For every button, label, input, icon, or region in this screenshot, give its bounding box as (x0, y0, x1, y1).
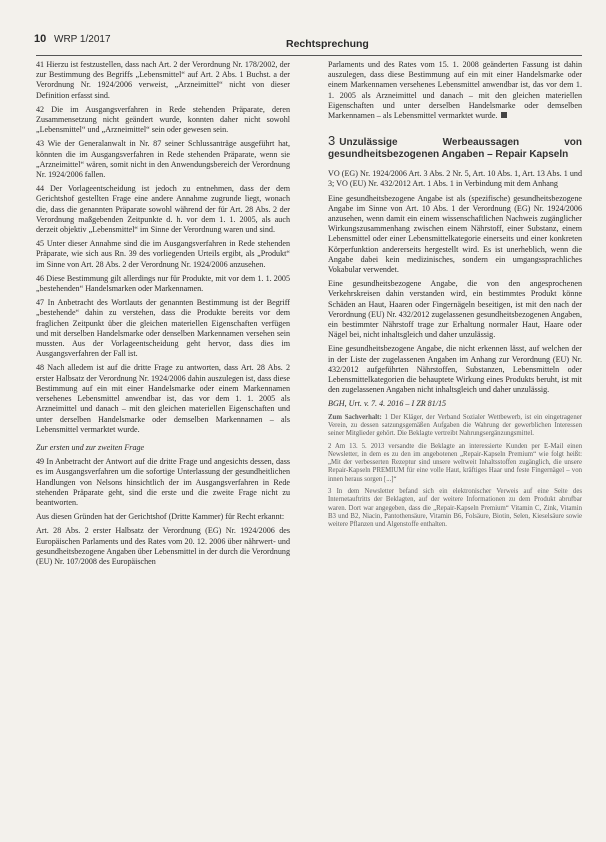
paragraph (36, 457, 290, 508)
paragraph-text: Parlaments und des Rates vom 15. 1. 2008 geänderten Fassung ist dahin auszulegen, dass diese Bestimmung auf ein mit einer Handelsmarke oder einem Markennamen versehenes Lebensmittel anwendbar ist, das vor dem 1. 1. 2005 als Arzneimittel und danach – mit den gleichen materiellen Eigenschaften und unter derselben Handelsmarke oder demselben Markennamen – als Lebensmittel vermarktet wurde. (328, 60, 582, 121)
paragraph-text: Eine gesundheitsbezogene Angabe, die nicht erkennen lässt, auf welchen der in der Liste der zugelassenen Angaben im Anhang zur Verordnung (EU) Nr. 432/2012 aufgeführten Nährstoffen, Substanzen, Lebensmitteln oder Lebensmittelkategorien die behauptete Wirkung eines Produkts beruht, ist mit den zugelassenen Angaben nicht inhaltsgleich und daher unzulässig. (328, 344, 582, 395)
subheading (36, 443, 290, 453)
paragraph (36, 274, 290, 294)
paragraph-text: 41 Hierzu ist festzustellen, dass nach Art. 2 der Verordnung Nr. 178/2002, der zur Bestimmung des Begriffs „Lebensmittel“ auf Art. 2 Abs. 1 Buchst. a der Verordnung Nr. 1924/2006 verweist, „Arzneimittel“ nicht von dieser Definition erfasst sind. (36, 60, 290, 100)
paragraph (36, 184, 290, 235)
paragraph-text: 3 In dem Newsletter befand sich ein elektronischer Verweis auf eine Seite des Internetauftritts der Beklagten, auf der weitere Informationen zu dem Produkt abrufbar waren. Dort war angegeben, dass die „Repair-Kapseln Premium“ Vitamin C, Zink, Vitamin B3 und B2, Niacin, Pantothensäure, Vitamin B6, Folsäure, Biotin, Selen, Kieselsäure sowie weitere Pflanzen und Algenstoffe enthalten. (328, 488, 582, 529)
case-note-paragraph (328, 488, 582, 529)
section-title: Rechtsprechung (286, 38, 369, 50)
paragraph (36, 105, 290, 136)
case-note-paragraph (328, 443, 582, 484)
paragraph (328, 194, 582, 276)
paragraph-text: 49 In Anbetracht der Antwort auf die dritte Frage und angesichts dessen, dass es im Ausgangsverfahren um die sofortige Unterlassung der gesundheitlichen Handlungen von Nelsons hinsichtlich der im Ausgangsverfahren in Rede stehenden Präparate geht, sind die erste und die zweite Frage nicht zu beantworten. (36, 457, 290, 507)
article-title: Unzulässige Werbeaussagen von gesundheitsbezogenen Angaben – Repair Kapseln (328, 137, 582, 161)
paragraph-text: 44 Der Vorlageentscheidung ist jedoch zu entnehmen, dass der dem Gerichtshof gestellten Frage eine andere Annahme zugrunde liegt, wonach die, dass die genannten Präparate sowohl während der für Art. 28 Abs. 2 der Verordnung maßgebenden Zeitpunkte d. h. vor dem 1. 1. 2005, als auch derzeit objektiv „Lebensmittel“ im Sinne der Verordnung waren und sind. (36, 184, 290, 235)
paragraph (36, 526, 290, 567)
paragraph-text: 1 Der Kläger, der Verband Sozialer Wettbewerb, ist ein eingetragener Verein, zu dessen satzungsgemäßen Aufgaben die Wahrung der gewerblichen Interessen seiner Mitglieder gehört. Die Beklagte vertreibt Nahrungsergänzungsmittel. (328, 413, 582, 438)
paragraph-text: Eine gesundheitsbezogene Angabe, die von den angesprochenen Verkehrskreisen dahin verstanden wird, ein bestimmtes Produkt könne Schäden an Haut, Haaren oder Fingernägeln beseitigen, ist mit den nach der Verordnung (EU) Nr. 432/2012 zugelassenen gesundheitsbezogenen Angaben, ein bestimmter Nährstoff trage zur Erhaltung normaler Haut, Haare oder Nägel bei, nicht inhaltsgleich und daher unzulässig. (328, 279, 582, 340)
paragraph-text: 48 Nach alledem ist auf die dritte Frage zu antworten, dass Art. 28 Abs. 2 erster Halbsatz der Verordnung Nr. 1924/2006 dahin auszulegen ist, dass diese Bestimmung auf ein mit einer Handelsmarke oder einem Markennamen versehenes Lebensmittel anwendbar ist, das vor dem 1. 1. 2005 als Arzneimittel und danach – mit den gleichen materiellen Eigenschaften und unter derselben Handelsmarke oder demselben Markennamen – als Lebensmittel vermarktet wurde. (36, 363, 290, 434)
court-citation (328, 399, 582, 409)
paragraph (328, 279, 582, 340)
journal-issue: WRP 1/2017 (54, 34, 111, 45)
paragraph (36, 298, 290, 359)
paragraph-text: Eine gesundheitsbezogene Angabe ist als (spezifische) gesundheitsbezogene Angabe im Sinne von Art. 10 Abs. 1 der Verordnung (EG) Nr. 1924/2006 anzusehen, wenn damit ein einem wissenschaftlichen Nachweis zugänglicher Wirkungszusammenhang zwischen einem Nährstoff, einer Substanz, einem Lebensmittel oder einer Lebensmittelkategorie einerseits und einer konkreten Körperfunktion andererseits hergestellt wird. Es ist unerheblich, wenn die Angabe dabei kein medizinisches, sondern ein umgangssprachliches Vokabular verwendet. (328, 193, 582, 275)
paragraph (36, 139, 290, 180)
paragraph-text: 45 Unter dieser Annahme sind die im Ausgangsverfahren in Rede stehenden Präparate, wie sich aus Rn. 39 des vorliegenden Urteils ergibt, als „Produkt“ im Sinne von Art. 28 Abs. 2 der Verordnung Nr. 1924/2006 anzusehen. (36, 239, 290, 269)
case-note-paragraph (328, 414, 582, 439)
paragraph-text: VO (EG) Nr. 1924/2006 Art. 3 Abs. 2 Nr. 5, Art. 10 Abs. 1, Art. 13 Abs. 1 und 3; VO (EU) Nr. 432/2012 Art. 1 Abs. 1 in Verbindung mit dem Anhang (328, 169, 582, 189)
paragraph (36, 60, 290, 101)
end-mark-icon (501, 112, 507, 118)
article-number: 3 (328, 133, 336, 149)
note-lead: Zum Sachverhalt: (328, 413, 382, 421)
paragraph-text: 46 Diese Bestimmung gilt allerdings nur für Produkte, mit vor dem 1. 1. 2005 „bestehenden“ Handelsmarken oder Markennamen. (36, 273, 290, 294)
paragraph (36, 512, 290, 522)
right-column (328, 60, 582, 534)
paragraph-text: 43 Wie der Generalanwalt in Nr. 87 seiner Schlussanträge ausgeführt hat, könnten die im Ausgangsverfahren in Rede stehenden Präparate, wenn sie „Arzneimittel“ wären, somit nicht in den Anwendungsbereich der Verordnung Nr. 1924/2006 fallen. (36, 139, 290, 180)
paragraph-text: Art. 28 Abs. 2 erster Halbsatz der Verordnung (EG) Nr. 1924/2006 des Europäischen Parlaments und des Rates vom 20. 12. 2006 über nährwert- und gesundheitsbezogene Angaben über Lebensmittel in der durch die Verordnung (EU) Nr. 107/2008 des Europäischen (36, 526, 290, 566)
paragraph (36, 239, 290, 270)
paragraph (328, 344, 582, 395)
paragraph (328, 169, 582, 189)
paragraph-text: 47 In Anbetracht des Wortlauts der genannten Bestimmung ist der Begriff „bestehende“ dahin zu verstehen, dass die Produkte bereits vor dem fraglichen Zeitpunkt über die gleichen materiellen Eigenschaften verfügen und mit derselben Handelsmarke oder denselben Markennamen versehen sein mussten. Aus der Vorlageentscheidung geht hervor, dass dies im Ausgangsverfahren der Fall ist. (36, 298, 290, 359)
page-number: 10 (34, 33, 47, 45)
paragraph-text: Aus diesen Gründen hat der Gerichtshof (Dritte Kammer) für Recht erkannt: (36, 512, 285, 522)
paragraph (36, 363, 290, 434)
paragraph (328, 60, 582, 121)
article-heading (328, 135, 582, 161)
paragraph-text: Zur ersten und zur zweiten Frage (36, 442, 145, 452)
page-header (34, 30, 580, 52)
paragraph-text: 2 Am 13. 5. 2013 versandte die Beklagte an interessierte Kunden per E-Mail einen Newsletter, in dem es zu den im angebotenen „Repair-Kapseln Premium“ wie folgt heißt: „Mit der verbesserten Rezeptur sind unsere weltweit Inhaltsstoffen zugänglich, die unsere Repair-Kapseln PREMIUM für eine volle Haut, kräftiges Haar und feste Fingernägel – von innen heraus sorgen [...]“ (328, 442, 582, 483)
paragraph-text: BGH, Urt. v. 7. 4. 2016 – I ZR 81/15 (328, 399, 447, 409)
paragraph-text: 42 Die im Ausgangsverfahren in Rede stehenden Präparate, deren Zusammensetzung nicht geändert wurde, konnten daher nicht sowohl „Lebensmittel“ und „Arzneimittel“ sein oder gewesen sein. (36, 104, 290, 135)
left-column (36, 60, 290, 571)
header-rule (36, 55, 582, 56)
